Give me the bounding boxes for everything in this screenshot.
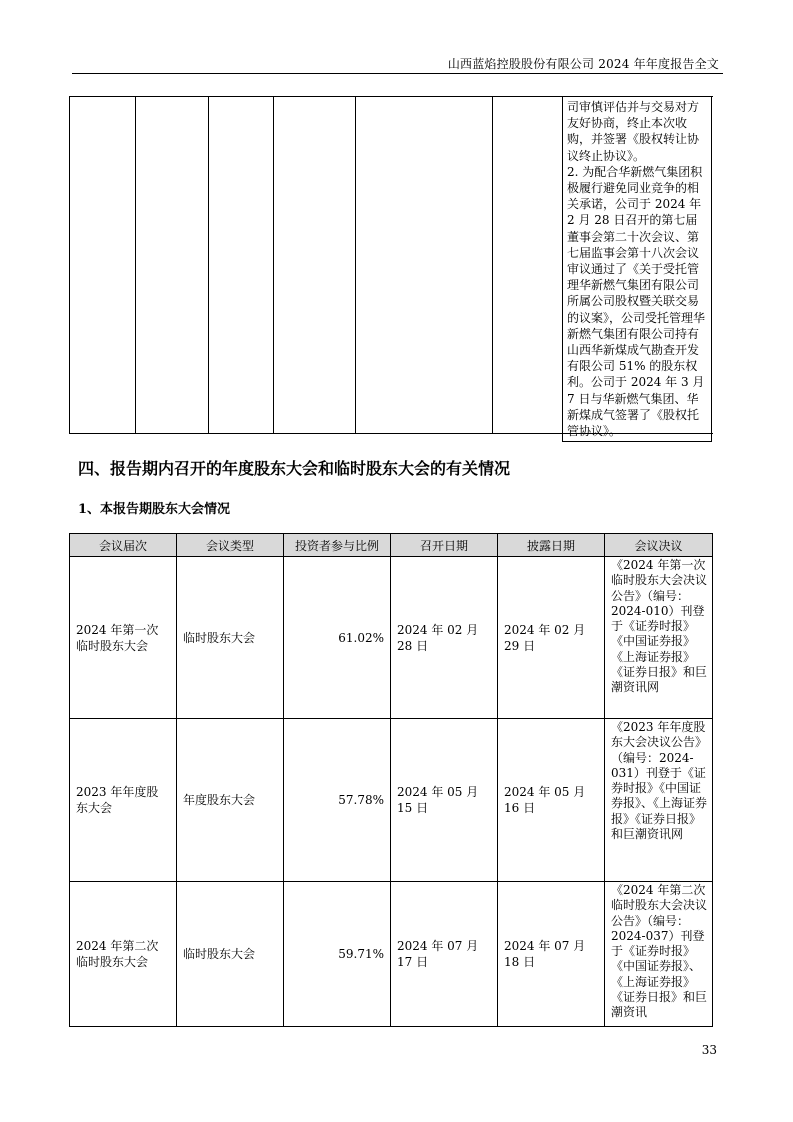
meeting-type: 临时股东大会: [177, 882, 284, 1027]
meetings-table: [69, 533, 713, 1027]
meeting-resolution: 《2024 年第一次临时股东大会决议公告》（编号：2024-010）刊登于《证券时报》《中国证券报》《上海证券报》《证券日报》和巨潮资讯网: [605, 557, 713, 719]
column-header: 投资者参与比例: [284, 534, 391, 557]
meeting-type: 临时股东大会: [177, 557, 284, 719]
disclosure-date: 2024 年 07 月 18 日: [498, 882, 605, 1027]
subsection-heading: 1、本报告期股东大会情况: [78, 502, 231, 517]
continued-text-column: [562, 96, 712, 442]
page-number: 33: [701, 1043, 717, 1057]
table-row: [563, 97, 712, 442]
table-cell: [356, 97, 493, 434]
disclosure-date: 2024 年 05 月 16 日: [498, 719, 605, 882]
participation-ratio: 57.78%: [284, 719, 391, 882]
meeting-name: 2024 年第二次临时股东大会: [70, 882, 177, 1027]
column-header: 会议届次: [70, 534, 177, 557]
table-cell: [70, 97, 136, 434]
held-date: 2024 年 02 月 28 日: [391, 557, 498, 719]
header-rule: [72, 73, 723, 74]
column-header: 会议决议: [605, 534, 713, 557]
column-header: 召开日期: [391, 534, 498, 557]
section-heading: 四、报告期内召开的年度股东大会和临时股东大会的有关情况: [78, 459, 511, 478]
continued-description: 司审慎评估并与交易对方友好协商，终止本次收购，并签署《股权转让协议终止协议》。 2. 为配合华新燃气集团积极履行避免同业竞争的相关承诺，公司于 2024 年 2 月 28 日召开的第七届董事会第二十次会议、第七届监事会第十八次会议审议通过了《关于受托管理华新燃气集团有限公司所属公司股权暨关联交易的议案》，公司受托管理华新燃气集团有限公司持有山西华新煤成气勘查开发有限公司 51% 的股东权利。公司于 2024 年 3 月 7 日与华新燃气集团、华新煤成气签署了《股权托管协议》。: [563, 97, 712, 442]
table-cell: [274, 97, 356, 434]
participation-ratio: 61.02%: [284, 557, 391, 719]
table-cell: [209, 97, 274, 434]
disclosure-date: 2024 年 02 月 29 日: [498, 557, 605, 719]
meeting-resolution: 《2024 年第二次临时股东大会决议公告》（编号：2024-037）刊登于《证券时报》《中国证券报》、《上海证券报》《证券日报》和巨潮资讯: [605, 882, 713, 1027]
table-row: [70, 719, 713, 882]
meeting-name: 2024 年第一次临时股东大会: [70, 557, 177, 719]
table-cell: [136, 97, 209, 434]
held-date: 2024 年 05 月 15 日: [391, 719, 498, 882]
document-header: 山西蓝焰控股股份有限公司 2024 年年度报告全文: [447, 57, 719, 71]
table-row: [70, 882, 713, 1027]
table-row: [70, 557, 713, 719]
column-header: 披露日期: [498, 534, 605, 557]
held-date: 2024 年 07 月 17 日: [391, 882, 498, 1027]
meeting-type: 年度股东大会: [177, 719, 284, 882]
meeting-name: 2023 年年度股东大会: [70, 719, 177, 882]
meeting-resolution: 《2023 年年度股东大会决议公告》（编号：2024-031）刊登于《证券时报》《中国证券报》、《上海证券报》《证券日报》和巨潮资讯网: [605, 719, 713, 882]
column-header: 会议类型: [177, 534, 284, 557]
participation-ratio: 59.71%: [284, 882, 391, 1027]
table-header-row: [70, 534, 713, 557]
